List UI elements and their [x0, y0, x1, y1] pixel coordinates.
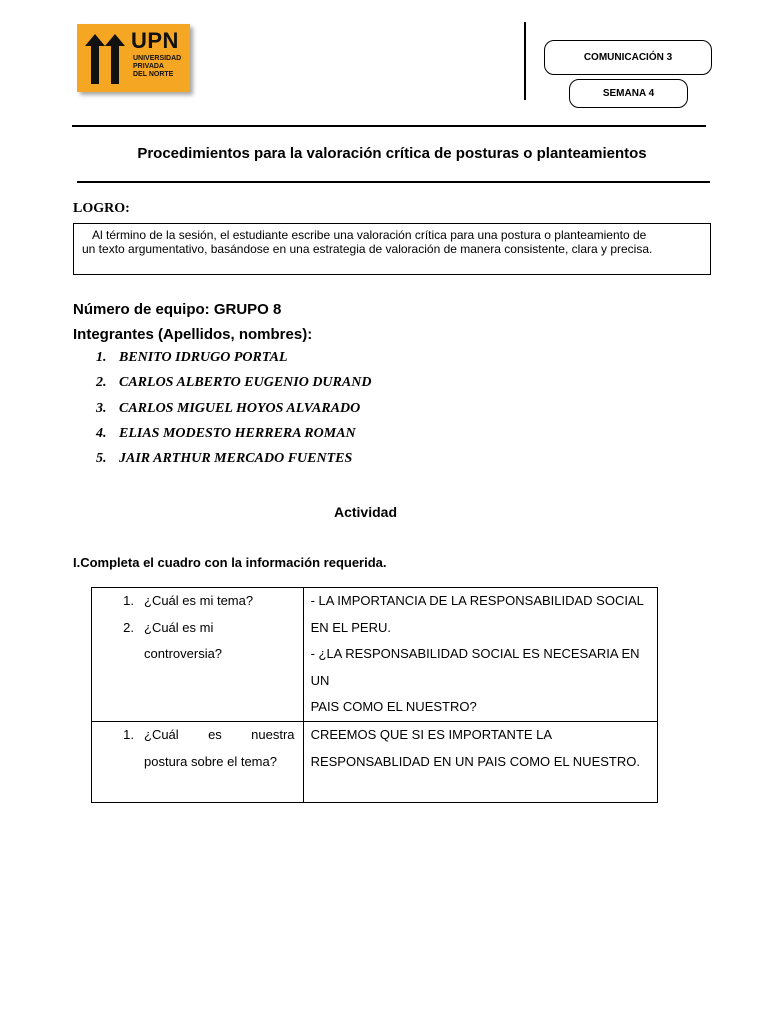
- question-cell: 1. ¿Cuál es nuestra postura sobre el tema?: [92, 722, 304, 803]
- answer-cell: - LA IMPORTANCIA DE LA RESPONSABILIDAD SOCIAL EN EL PERU. - ¿LA RESPONSABILIDAD SOCIAL ES NECESARIA EN UN PAIS COMO EL NUESTRO?: [303, 588, 657, 722]
- members-list: [96, 350, 371, 476]
- list-item: 4. ELIAS MODESTO HERRERA ROMAN: [96, 425, 356, 441]
- table-row: [92, 722, 658, 803]
- question-cell: 1. ¿Cuál es mi tema? 2. ¿Cuál es mi controversia?: [92, 588, 304, 722]
- members-heading: Integrantes (Apellidos, nombres):: [73, 326, 313, 343]
- logro-box: [73, 223, 711, 275]
- logro-text-line2: un texto argumentativo, basándose en una estrategia de valoración de manera consistente, clara y precisa.: [82, 242, 653, 256]
- instruction-text: I.Completa el cuadro con la información requerida.: [73, 555, 387, 570]
- upn-logo: [77, 24, 190, 92]
- logro-text-line1: Al término de la sesión, el estudiante escribe una valoración crítica para una postura o planteamiento de: [92, 228, 647, 242]
- title-rule-bottom: [77, 181, 710, 183]
- answer-cell: CREEMOS QUE SI ES IMPORTANTE LA RESPONSABLIDAD EN UN PAIS COMO EL NUESTRO.: [303, 722, 657, 803]
- logo-subtitle: UNIVERSIDAD PRIVADA DEL NORTE: [133, 55, 182, 78]
- list-item: 1. BENITO IDRUGO PORTAL: [96, 350, 288, 365]
- week-badge: SEMANA 4: [569, 79, 688, 108]
- list-item: 2. CARLOS ALBERTO EUGENIO DURAND: [96, 375, 372, 391]
- title-rule-top: [72, 125, 706, 127]
- header-divider: [524, 22, 526, 100]
- logo-brand: UPN: [131, 28, 179, 53]
- list-item: 5. JAIR ARTHUR MERCADO FUENTES: [96, 451, 353, 467]
- course-badge: COMUNICACIÓN 3: [544, 40, 712, 75]
- table-row: [92, 588, 658, 722]
- logro-label: LOGRO:: [73, 201, 130, 216]
- page-title: Procedimientos para la valoración crítica de posturas o planteamientos: [137, 145, 647, 162]
- team-number: Número de equipo: GRUPO 8: [73, 301, 282, 318]
- question-table: [91, 587, 658, 803]
- upn-arrows-icon: [83, 32, 127, 84]
- activity-title: Actividad: [333, 504, 397, 520]
- list-item: 3. CARLOS MIGUEL HOYOS ALVARADO: [96, 400, 361, 416]
